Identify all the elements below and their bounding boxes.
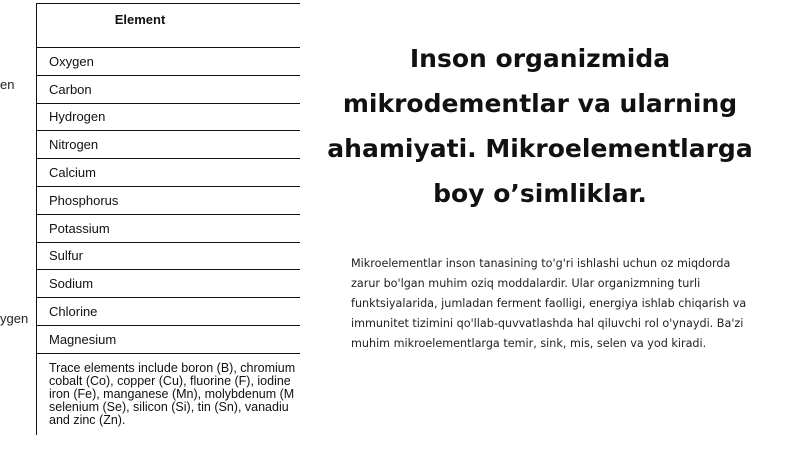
trace-elements-note: Trace elements include boron (B), chromium cobalt (Co), copper (Cu), fluorine (F), iodine iron (Fe), manganese (Mn), molybdenum (M selenium (Se), silicon (Si), tin (Sn), vanadiu and zinc (Zn). [49,360,296,427]
element-table [36,3,300,435]
table-row: Carbon [37,76,300,104]
table-row: Nitrogen [37,131,300,159]
cropped-side-label: ygen [0,311,29,326]
table-row: Hydrogen [37,104,300,132]
article [327,0,760,450]
article-title: Inson organizmida mikrodementlar va ularning ahamiyati. Mikroelementlarga boy o’simliklar. [327,44,753,208]
table-row: Chlorine [37,298,300,326]
table-row: Potassium [37,215,300,243]
table-row: Calcium [37,159,300,187]
table-row: Sulfur [37,243,300,271]
table-row: Magnesium [37,326,300,354]
table-header: Element [37,4,300,48]
table-row: Sodium [37,270,300,298]
cropped-side-label: en [0,77,15,92]
element-table-image [0,0,300,450]
table-row: Oxygen [37,48,300,76]
article-body: Mikroelementlar inson tanasining to'g'ri ishlashi uchun oz miqdorda zarur bo'lgan muhim oziq moddalardir. Ular organizmning turli funktsiyalarida, jumladan ferment faolligi, energiya ishlab chiqarish va immunitet tizimini qo'llab-quvvatlashda hal qiluvchi rol o'ynaydi. Ba'zi muhim mikroelementlarga temir, sink, mis, selen va yod kiradi. [351,257,747,351]
table-row: Phosphorus [37,187,300,215]
